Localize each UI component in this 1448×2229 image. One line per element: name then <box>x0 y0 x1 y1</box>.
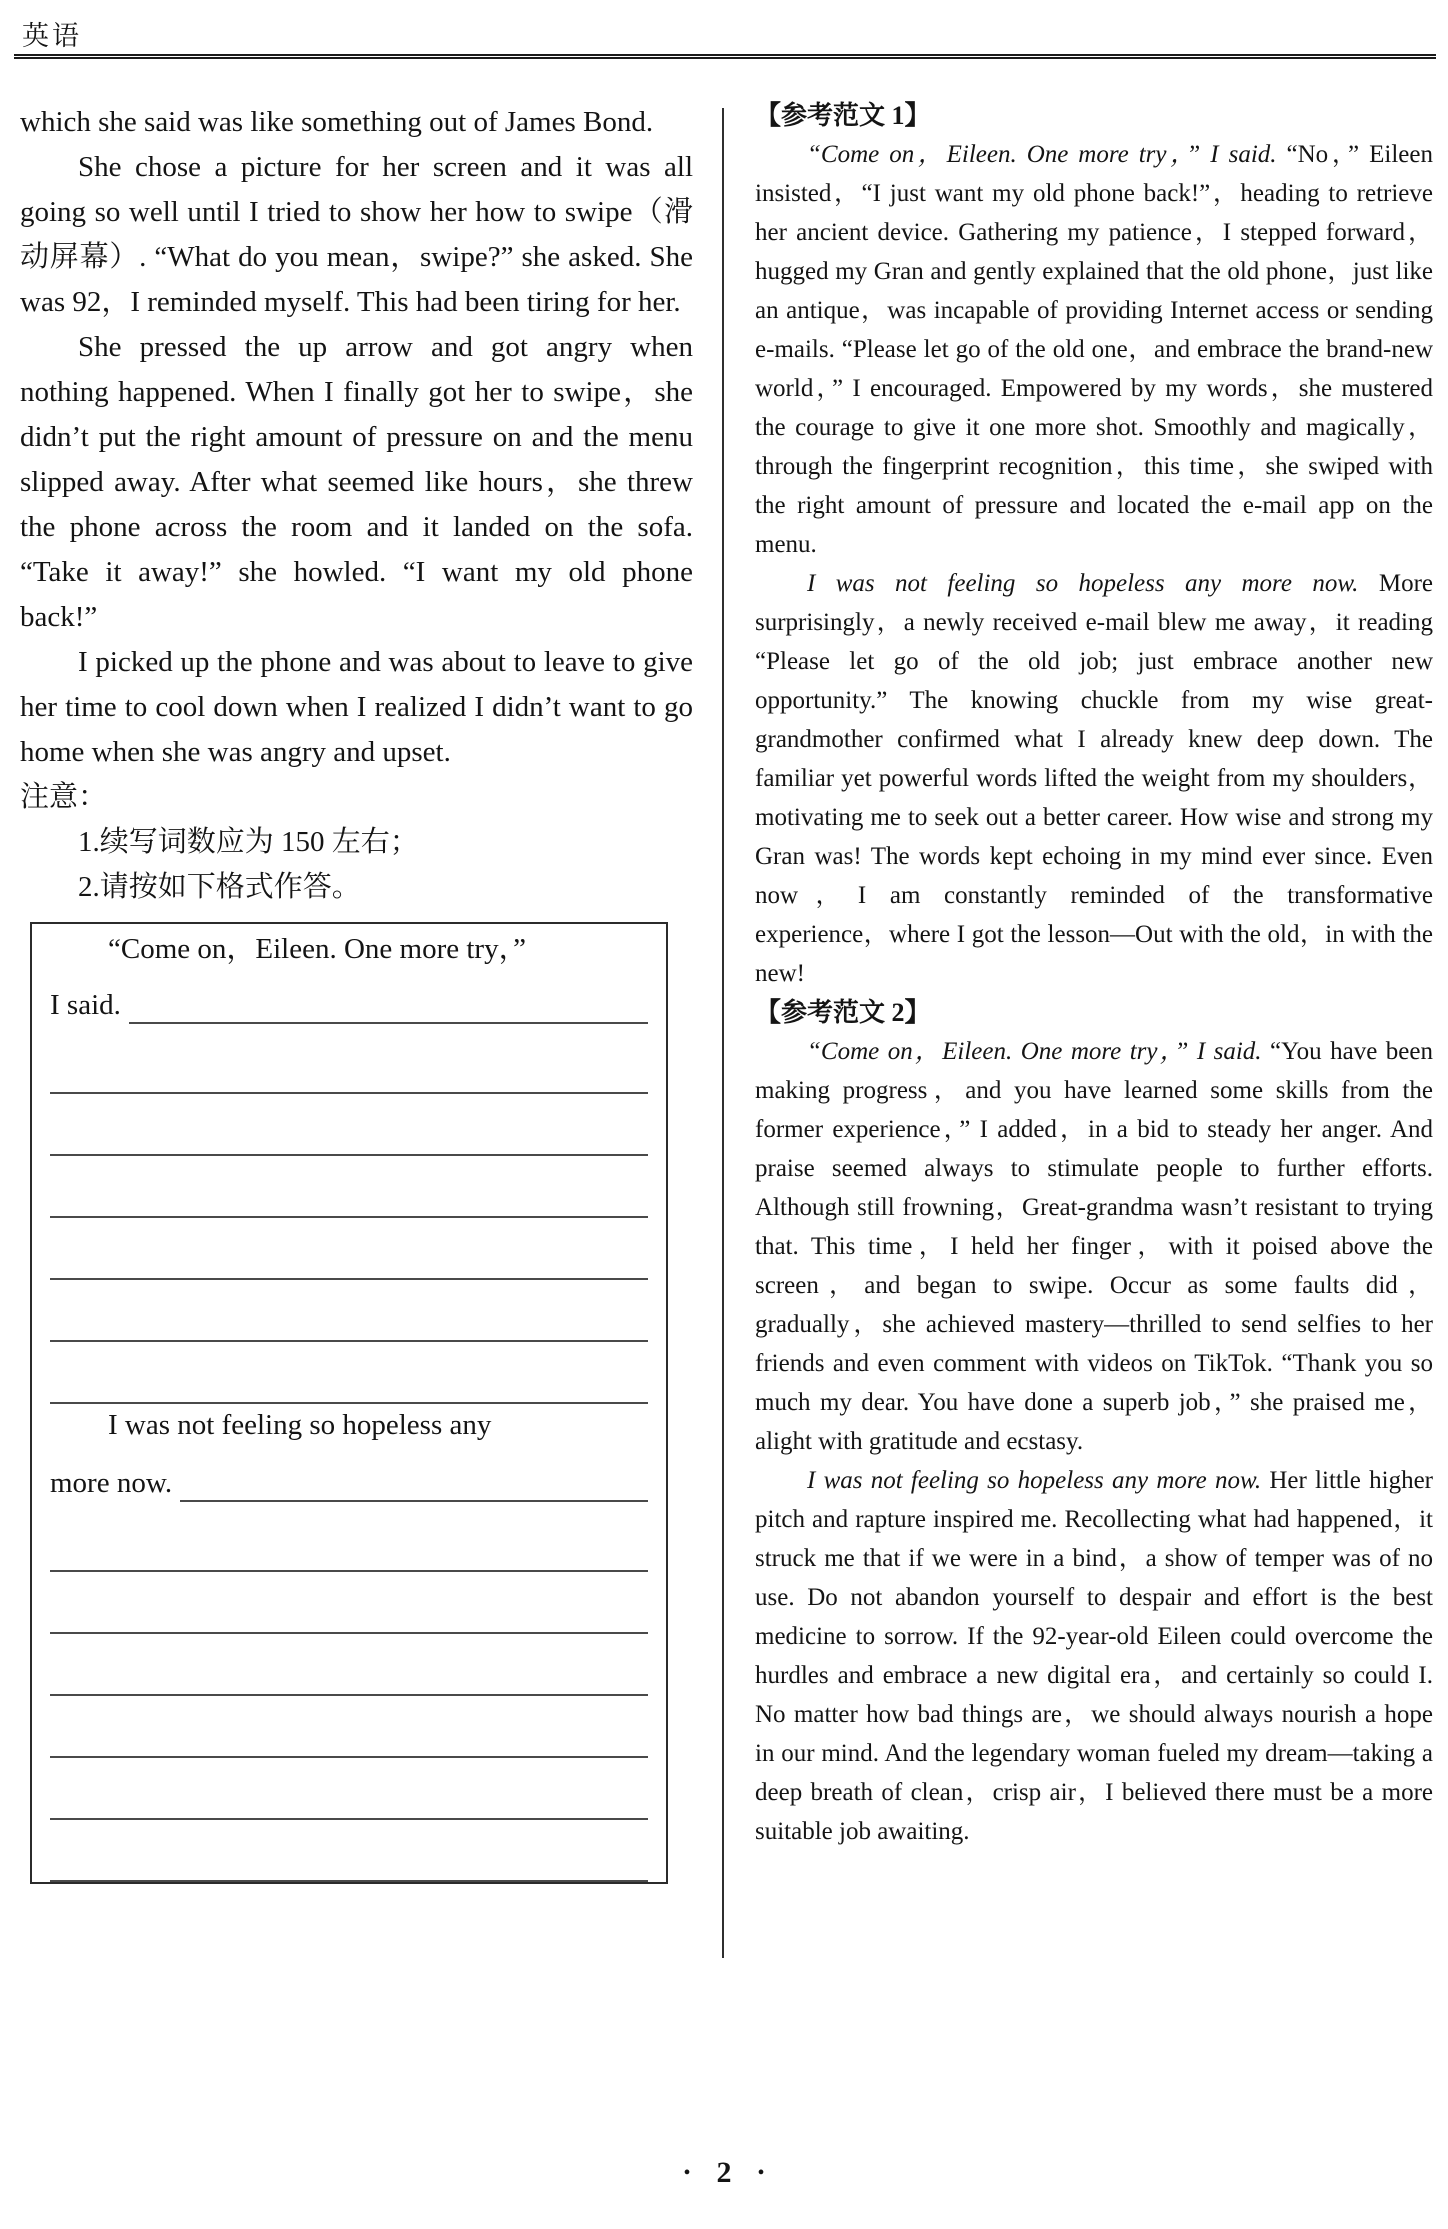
passage-paragraph: I picked up the phone and was about to leave to give her time to cool down when I realized I didn’t want to go home when she was angry and upset. <box>20 646 693 768</box>
answer-writing-line <box>50 1156 648 1218</box>
answer-writing-line <box>50 1820 648 1882</box>
answer-writing-line <box>50 1696 648 1758</box>
footer-bullet: • <box>683 2162 691 2184</box>
model-essay-2-paragraph <box>755 1461 1433 1851</box>
opening-quote-text: “Come on，Eileen. One more try，” <box>108 933 526 965</box>
paragraph-text: More surprisingly，a newly received e-mail blew me away，it reading “Please let go of the old job; just embrace another new opportunity.” The knowing chuckle from my wise great-grandmother confirmed what I already knew deep down. The familiar yet powerful words lifted the weight from my shoulders，motivating me to seek out a better career. How wise and strong my Gran was! The words kept echoing in my mind ever since. Even now，I am constantly reminded of the transformative experience，where I got the lesson—Out with the old，in with the new! <box>755 570 1433 987</box>
notice-item: 2.请按如下格式作答。 <box>78 871 361 903</box>
answer-box-opening-line <box>50 924 648 976</box>
answer-writing-line <box>50 1280 648 1342</box>
left-column <box>20 100 693 1884</box>
page-footer <box>0 2158 1448 2188</box>
right-column <box>755 96 1433 1851</box>
continuation-text: I was not feeling so hopeless any <box>108 1409 492 1441</box>
header-double-rule <box>14 54 1436 59</box>
answer-writing-line <box>50 1758 648 1820</box>
page-number: 2 <box>716 2156 732 2189</box>
opening-attribution-text: I said. <box>50 989 121 1021</box>
italic-lead-text: I was not feeling so hopeless any more now. <box>807 570 1359 597</box>
italic-lead-text: “Come on，Eileen. One more try，” I said. <box>807 1038 1262 1065</box>
column-divider <box>722 108 724 1958</box>
answer-writing-line <box>50 1572 648 1634</box>
paragraph-text: Her little higher pitch and rapture inspired me. Recollecting what had happened，it struck me that if we were in a bind，a show of temper was of no use. Do not abandon yourself to despair and effort is the best medicine to sorrow. If the 92-year-old Eileen could overcome the hurdles and embrace a new digital era，and certainly so could I. No matter how bad things are，we should always nourish a hope in our mind. And the legendary woman fueled my dream—taking a deep breath of clean，crisp air，I believed there must be a more suitable job awaiting. <box>755 1467 1433 1845</box>
notice-item: 1.续写词数应为 150 左右； <box>78 826 419 858</box>
answer-writing-line <box>50 1032 648 1094</box>
answer-box <box>30 922 668 1884</box>
notice-label: 注意： <box>20 781 108 813</box>
answer-writing-line <box>50 1510 648 1572</box>
answer-writing-line <box>50 1094 648 1156</box>
paragraph-text: “You have been making progress，and you have learned some skills from the former experience，” I added，in a bid to steady her anger. And praise seemed always to stimulate people to further efforts. Although still frowning，Great-grandma wasn’t resistant to trying that. This time，I held her finger，with it poised above the screen，and began to swipe. Occur as some faults did，gradually，she achieved mastery—thrilled to send selfies to her friends and even comment with videos on TikTok. “Thank you so much my dear. You have done a superb job，” she praised me，alight with gratitude and ecstasy. <box>755 1038 1433 1455</box>
answer-writing-line <box>129 1014 648 1024</box>
answer-writing-line <box>50 1342 648 1404</box>
passage-paragraph: which she said was like something out of James Bond. <box>20 106 654 138</box>
italic-lead-text: “Come on，Eileen. One more try，” I said. <box>807 141 1277 168</box>
page-header-subject: 英语 <box>22 21 82 51</box>
answer-box-continuation-line <box>50 1404 648 1452</box>
answer-writing-line <box>180 1492 648 1502</box>
answer-box-attribution-line <box>50 976 648 1032</box>
answer-writing-line <box>50 1634 648 1696</box>
paragraph-text: “No，” Eileen insisted，“I just want my old phone back!”，heading to retrieve her ancient device. Gathering my patience，I stepped forward，hugged my Gran and gently explained that the old phone，just like an antique，was incapable of providing Internet access or sending e-mails. “Please let go of the old one，and embrace the brand-new world，” I encouraged. Empowered by my words，she mustered the courage to give it one more shot. Smoothly and magically，through the fingerprint recognition，this time，she swiped with the right amount of pressure and located the e-mail app on the menu. <box>755 141 1433 558</box>
model-essay-1-paragraph <box>755 564 1433 993</box>
passage-paragraph: She chose a picture for her screen and it was all going so well until I tried to show her how to swipe（滑动屏幕）. “What do you mean，swipe?” she asked. She was 92，I reminded myself. This had been tiring for her. <box>20 151 693 318</box>
answer-box-continuation-line <box>50 1452 648 1510</box>
model-essay-1-paragraph <box>755 135 1433 564</box>
passage-paragraph: She pressed the up arrow and got angry when nothing happened. When I finally got her to swipe，she didn’t put the right amount of pressure on and the menu slipped away. After what seemed like hours，she threw the phone across the room and it landed on the sofa. “Take it away!” she howled. “I want my old phone back!” <box>20 331 693 633</box>
model-essay-2-paragraph <box>755 1032 1433 1461</box>
italic-lead-text: I was not feeling so hopeless any more now. <box>807 1467 1262 1494</box>
continuation-text: more now. <box>50 1467 173 1499</box>
footer-bullet: • <box>757 2162 765 2184</box>
model-essay-1-title: 【参考范文 1】 <box>755 101 931 130</box>
answer-writing-line <box>50 1218 648 1280</box>
model-essay-2-title: 【参考范文 2】 <box>755 998 931 1027</box>
